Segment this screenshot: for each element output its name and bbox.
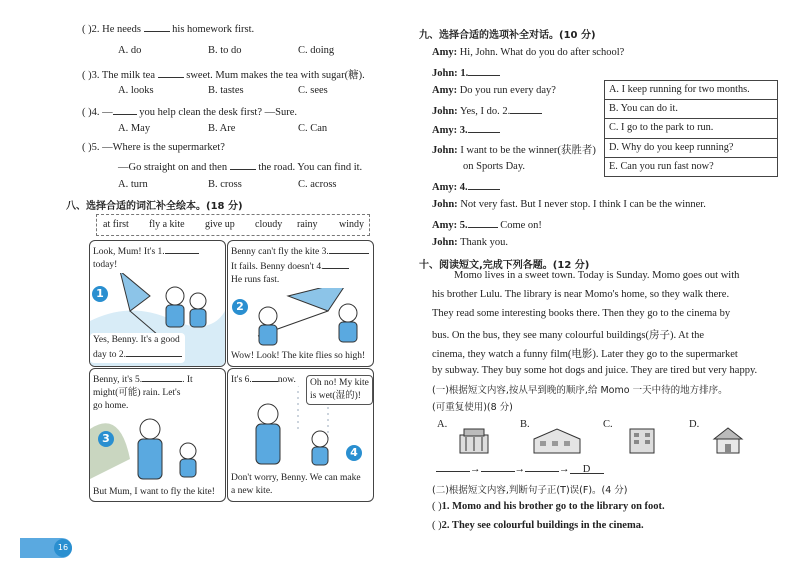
q5-line: ( )5. —Where is the supermarket? — [82, 142, 225, 153]
option-b: B. You can do it. — [605, 100, 777, 119]
panel-3-speech-top: Benny, it's 5. . It might(可能) rain. Let's go home. — [90, 371, 196, 414]
section-8-title: 八、选择合适的词汇补全绘本。(18 分) — [66, 201, 243, 212]
tf-question-1: ( )1. Momo and his brother go to the library on foot. — [432, 501, 665, 512]
panel-4-speech-bottom: Don't worry, Benny. We can make a new kite. — [228, 471, 364, 499]
dialogue-line: Amy: Hi, John. What do you do after school? — [432, 47, 625, 58]
sequence-blank-1[interactable] — [436, 462, 470, 472]
q5-blank[interactable] — [230, 160, 256, 170]
q3-blank[interactable] — [158, 68, 184, 78]
word-bank-item: rainy — [297, 219, 318, 230]
q2-option-b: B. to do — [208, 45, 242, 56]
dialogue-blank-4[interactable] — [468, 180, 500, 190]
dialogue-line: John: Not very fast. But I never stop. I think I can be the winner. — [432, 199, 706, 210]
option-a: A. I keep running for two months. — [605, 81, 777, 100]
q3-option-a: A. looks — [118, 85, 154, 96]
pic-label-c: C. — [603, 419, 613, 430]
page-number: 16 — [54, 539, 72, 557]
pic-label-a: A. — [437, 419, 448, 430]
house-picture — [710, 425, 746, 458]
blank-5[interactable] — [142, 372, 182, 382]
q3-line: ( )3. The milk tea sweet. Mum makes the tea with sugar(糖). — [82, 70, 365, 81]
tf-question-2: ( )2. They see colourful buildings in the cinema. — [432, 520, 644, 531]
dialogue-blank-3[interactable] — [468, 123, 500, 133]
q3-paren[interactable]: ( ) — [82, 70, 92, 81]
q4-option-c: C. Can — [298, 123, 328, 134]
q5-option-c: C. across — [298, 179, 337, 190]
option-c: C. I go to the park to run. — [605, 119, 777, 138]
blank-4[interactable] — [323, 259, 349, 269]
word-bank-item: cloudy — [255, 219, 283, 230]
q4-paren[interactable]: ( ) — [82, 107, 92, 118]
passage-line: bus. On the bus, they see many colourful buildings(房子). At the — [432, 330, 705, 341]
q3-option-b: B. tastes — [208, 85, 244, 96]
part-1-note: (可重复使用)(8 分) — [432, 402, 513, 413]
panel-2-speech-top: Benny can't fly the kite 3. It fails. Benny doesn't 4. He runs fast. — [228, 243, 372, 288]
sequence-blank-4: D — [570, 464, 604, 474]
sequence-blank-3[interactable] — [525, 462, 559, 472]
word-bank — [96, 214, 370, 236]
q5-paren[interactable]: ( ) — [82, 142, 92, 153]
option-d: D. Why do you keep running? — [605, 139, 777, 158]
option-e: E. Can you run fast now? — [609, 160, 714, 172]
q5-option-a: A. turn — [118, 179, 148, 190]
section-9-title: 九、选择合适的选项补全对话。(10 分) — [419, 30, 596, 41]
building-picture — [626, 425, 658, 458]
panel-2-number: 2 — [232, 299, 248, 315]
q4-option-a: A. May — [118, 123, 151, 134]
q2-paren[interactable]: ( ) — [82, 24, 92, 35]
q2-option-a: A. do — [118, 45, 142, 56]
q2-line: ( )2. He needs his homework first. — [82, 24, 255, 35]
dialogue-line: Amy: Do you run every day? — [432, 85, 556, 96]
blank-6[interactable] — [252, 372, 278, 382]
panel-4-speech-kite: Oh no! My kite is wet(湿的)! — [306, 375, 373, 405]
dialogue-line: Amy: 5. Come on! — [432, 220, 542, 231]
blank-2[interactable] — [126, 347, 182, 357]
blank-1[interactable] — [165, 244, 199, 254]
passage-line: cinema, they watch a funny film(电影). Later they go to the supermarket — [432, 349, 738, 360]
section-10-title: 十、阅读短文,完成下列各题。(12 分) — [419, 260, 590, 271]
comic-panel-1 — [89, 240, 226, 367]
dialogue-line: John: I want to be the winner(获胜者) — [432, 145, 596, 156]
sequence-blank-2[interactable] — [481, 462, 515, 472]
word-bank-item: windy — [339, 219, 364, 230]
panel-3-speech-bottom: But Mum, I want to fly the kite! — [90, 485, 218, 500]
passage-line: his brother Lulu. The library is near Momo's home, so they walk there. — [432, 289, 730, 300]
dialogue-line: Amy: 3. — [432, 123, 500, 136]
dialogue-line: Amy: 4. — [432, 180, 500, 193]
pic-label-d: D. — [689, 419, 700, 430]
panel-1-speech-top: Look, Mum! It's 1. today! — [90, 243, 202, 273]
q3-option-c: C. sees — [298, 85, 328, 96]
panel-1-number: 1 — [92, 286, 108, 302]
q5-option-b: B. cross — [208, 179, 242, 190]
dialogue-line: John: Thank you. — [432, 237, 508, 248]
part-2-instruction: (二)根据短文内容,判断句子正(T)误(F)。(4 分) — [432, 485, 628, 496]
dialogue-blank-1[interactable] — [468, 66, 500, 76]
school-picture — [532, 425, 582, 458]
dialogue-blank-5[interactable] — [468, 218, 498, 228]
q4-line: ( )4. — you help clean the desk first? —Sure. — [82, 107, 297, 118]
panel-3-number: 3 — [98, 431, 114, 447]
dialogue-line: on Sports Day. — [463, 161, 526, 172]
comic-panel-4 — [227, 368, 374, 502]
dialogue-blank-2[interactable] — [510, 104, 542, 114]
panel-4-number: 4 — [346, 445, 362, 461]
panel-2-speech-bottom: Wow! Look! The kite flies so high! — [228, 349, 368, 364]
comic-panel-2 — [227, 240, 374, 367]
panel-1-speech-bottom: Yes, Benny. It's a good day to 2. — [90, 333, 185, 363]
comic-panel-3 — [89, 368, 226, 502]
part-1-instruction: (一)根据短文内容,按从早到晚的顺序,给 Momo 一天中待的地方排序。 — [432, 385, 728, 396]
passage-line: They read some interesting books there. Then they go to the cinema by — [432, 308, 731, 319]
library-picture — [456, 425, 492, 458]
q2-option-c: C. doing — [298, 45, 335, 56]
tf-paren-1[interactable]: ( ) — [432, 501, 442, 512]
word-bank-item: fly a kite — [149, 219, 185, 230]
dialogue-options-table — [604, 80, 778, 177]
panel-4-speech-top: It's 6. now. — [228, 371, 299, 388]
dialogue-line: John: Yes, I do. 2. — [432, 104, 542, 117]
blank-3[interactable] — [329, 244, 369, 254]
passage-line: by subway. They buy some hot dogs and juice. They are tired but very happy. — [432, 365, 758, 376]
q4-option-b: B. Are — [208, 123, 236, 134]
dialogue-line: John: 1. — [432, 66, 500, 79]
sequence-answer: → → → D — [436, 462, 604, 475]
q5-line2: —Go straight on and then the road. You can find it. — [118, 162, 363, 173]
passage-line: Momo lives in a sweet town. Today is Sunday. Momo goes out with — [454, 270, 740, 281]
q4-blank[interactable] — [113, 105, 137, 115]
word-bank-item: give up — [205, 219, 235, 230]
tf-paren-2[interactable]: ( ) — [432, 520, 442, 531]
word-bank-item: at first — [103, 219, 129, 230]
q2-blank[interactable] — [144, 22, 170, 32]
pic-label-b: B. — [520, 419, 530, 430]
